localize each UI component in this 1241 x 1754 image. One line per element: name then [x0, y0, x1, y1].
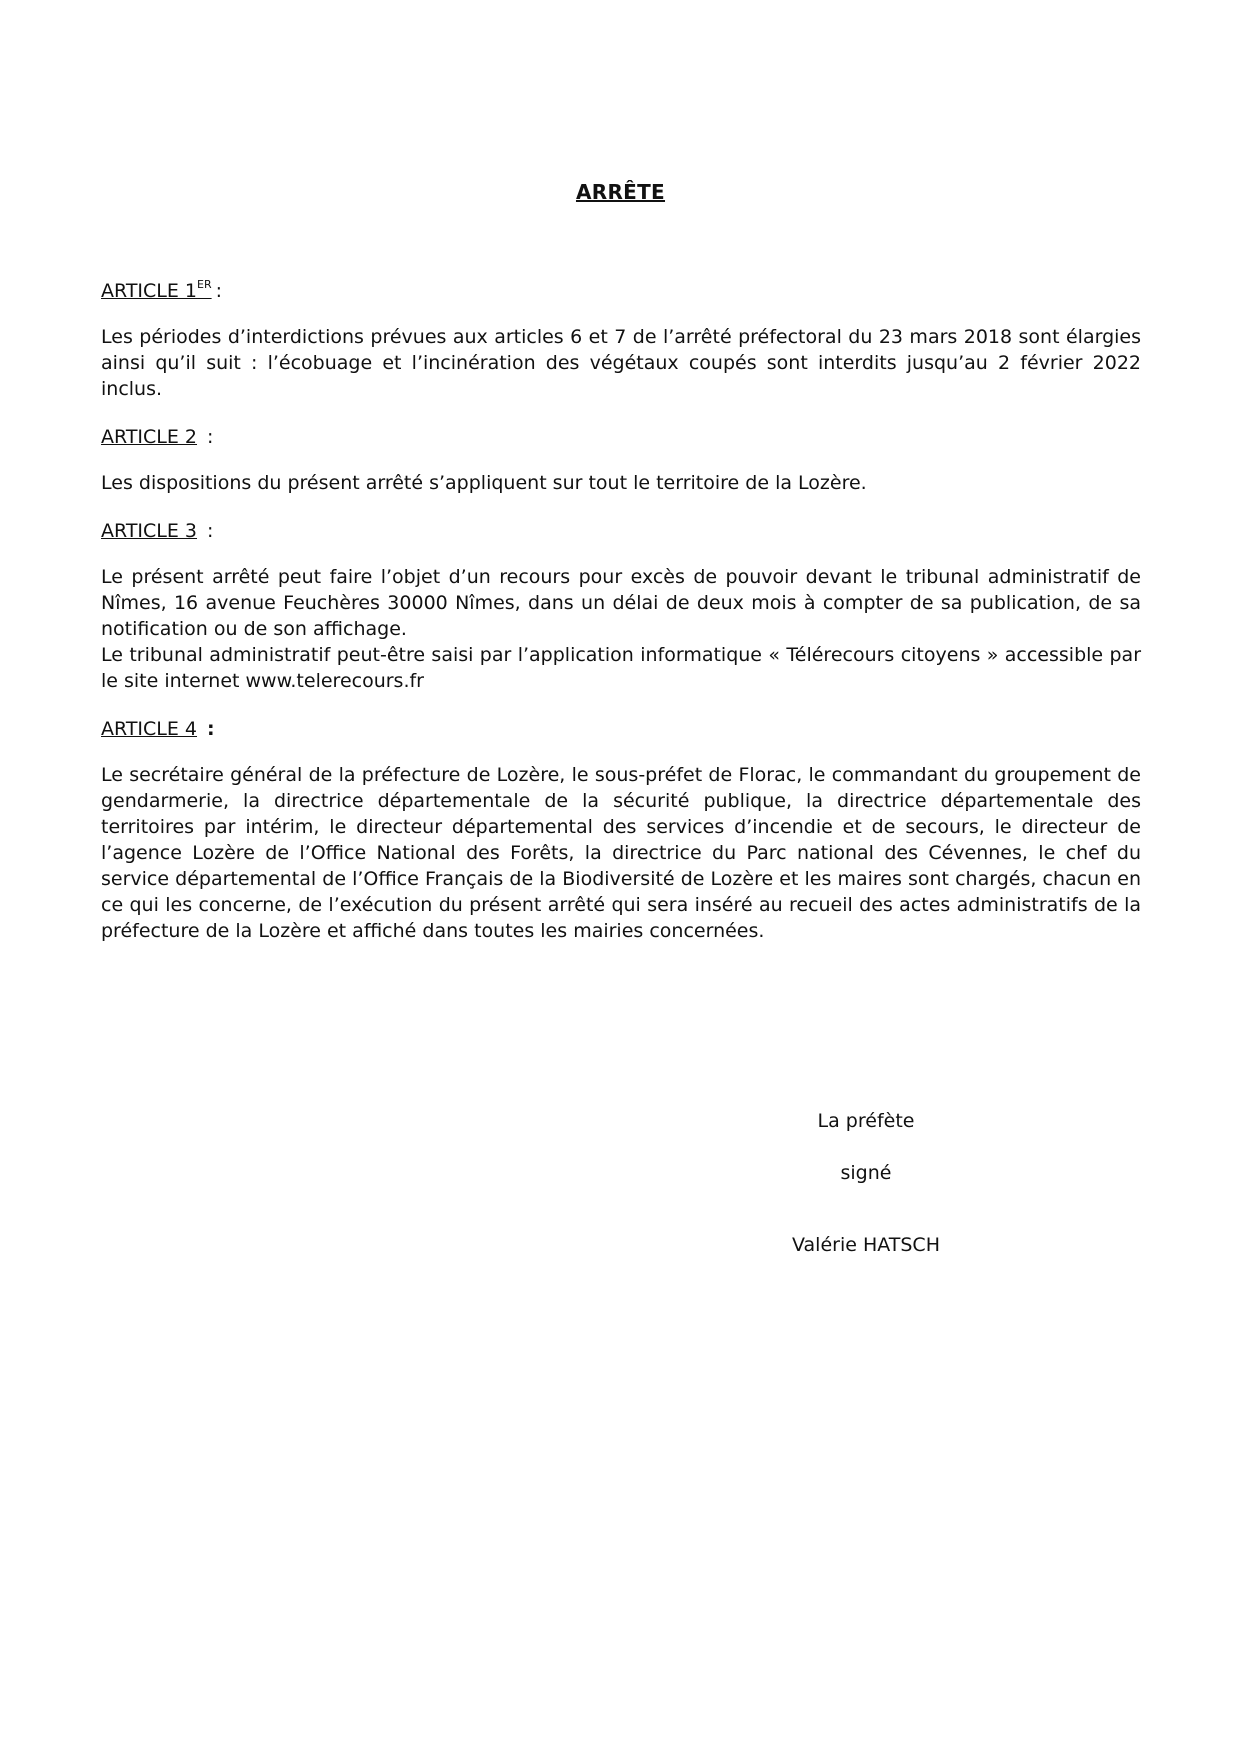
- article-2: [101, 424, 1141, 518]
- article-2-heading: [101, 424, 1141, 450]
- document-body: [101, 278, 1141, 944]
- article-2-colon: :: [207, 426, 214, 448]
- article-3-paragraph-2: Le tribunal administratif peut-être saisi par l’application informatique « Télérecours citoyens » accessible par le site internet www.telerecours.fr: [101, 644, 1141, 692]
- signature-signed-mention: signé: [840, 1162, 892, 1184]
- signature-title: La préfète: [817, 1110, 915, 1132]
- article-4-heading: [101, 716, 1141, 742]
- article-2-paragraph-1: Les dispositions du présent arrêté s’appliquent sur tout le territoire de la Lozère.: [101, 472, 867, 494]
- article-4-paragraph-1: Le secrétaire général de la préfecture de Lozère, le sous-préfet de Florac, le commandant du groupement de gendarmerie, la directrice départementale de la sécurité publique, la directrice départementale des territoires par intérim, le directeur départemental des services d’incendie et de secours, le directeur de l’agence Lozère de l’Office National des Forêts, la directrice du Parc national des Cévennes, le chef du service départemental de l’Office Français de la Biodiversité de Lozère et les maires sont chargés, chacun en ce qui les concerne, de l’exécution du présent arrêté qui sera inséré au recueil des actes administratifs de la préfecture de la Lozère et affiché dans toutes les mairies concernées.: [101, 764, 1141, 942]
- article-3: [101, 518, 1141, 716]
- article-1-heading-sup: ER: [197, 277, 212, 291]
- article-3-heading-text: ARTICLE 3: [101, 520, 198, 542]
- document-title: ARRÊTE: [575, 180, 666, 204]
- article-4-colon: :: [207, 718, 215, 740]
- article-1-heading-text: [101, 277, 212, 302]
- article-3-heading: [101, 518, 1141, 544]
- article-1-heading-label: ARTICLE 1: [101, 280, 198, 302]
- article-3-colon: :: [207, 520, 214, 542]
- article-1: [101, 278, 1141, 424]
- article-1-heading: [101, 278, 1141, 304]
- article-4: [101, 716, 1141, 944]
- article-1-paragraph-1: Les périodes d’interdictions prévues aux articles 6 et 7 de l’arrêté préfectoral du 23 mars 2018 sont élargies ainsi qu’il suit : l’écobuage et l’incinération des végétaux coupés sont interdits jusqu’au 2 février 2022 inclus.: [101, 326, 1141, 400]
- article-1-colon: :: [215, 280, 223, 302]
- signatory-name: Valérie HATSCH: [792, 1234, 940, 1256]
- article-4-heading-text: ARTICLE 4: [101, 718, 198, 740]
- article-3-paragraph-1: Le présent arrêté peut faire l’objet d’un recours pour excès de pouvoir devant le tribunal administratif de Nîmes, 16 avenue Feuchères 30000 Nîmes, dans un délai de deux mois à compter de sa publication, de sa notification ou de son affichage.: [101, 566, 1141, 640]
- article-2-heading-text: ARTICLE 2: [101, 426, 198, 448]
